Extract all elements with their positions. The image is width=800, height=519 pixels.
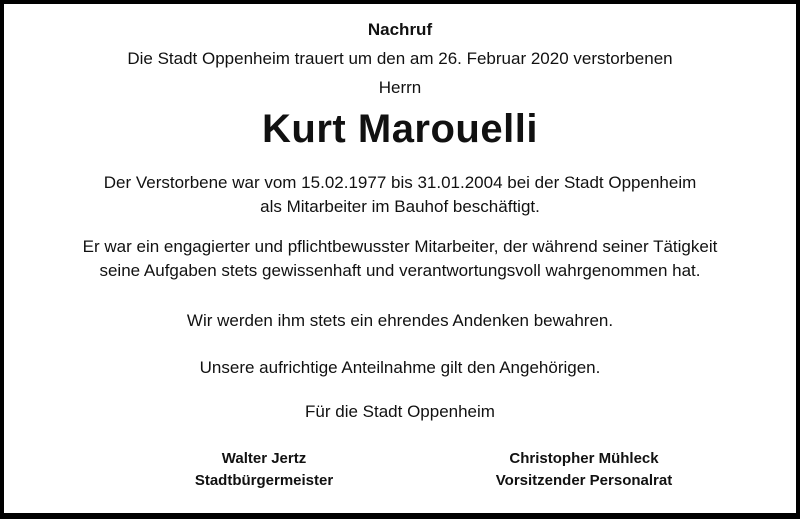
signatory-title: Vorsitzender Personalrat bbox=[495, 472, 673, 489]
signatory-name: Walter Jertz bbox=[221, 450, 307, 467]
salutation: Herrn bbox=[378, 78, 422, 97]
employment-line-2: als Mitarbeiter im Bauhof beschäftigt. bbox=[260, 197, 540, 216]
tribute-line-1: Er war ein engagierter und pflichtbewusster Mitarbeiter, der während seiner Tätigkeit bbox=[82, 237, 718, 256]
signature-staff-council bbox=[464, 448, 704, 492]
employment-line-1: Der Verstorbene war vom 15.02.1977 bis 31.01.2004 bei der Stadt Oppenheim bbox=[103, 173, 697, 192]
intro-line: Die Stadt Oppenheim trauert um den am 26. Februar 2020 verstorbenen bbox=[127, 49, 673, 68]
signature-mayor bbox=[164, 448, 364, 492]
signatory-name: Christopher Mühleck bbox=[509, 450, 659, 467]
remembrance-line: Wir werden ihm stets ein ehrendes Andenken bewahren. bbox=[186, 311, 614, 330]
condolence-line: Unsere aufrichtige Anteilnahme gilt den Angehörigen. bbox=[199, 358, 601, 377]
signatory-title: Stadtbürgermeister bbox=[194, 472, 334, 489]
closing-line: Für die Stadt Oppenheim bbox=[305, 402, 495, 421]
deceased-name: Kurt Marouelli bbox=[262, 107, 538, 151]
notice-title: Nachruf bbox=[367, 20, 433, 39]
tribute-line-2: seine Aufgaben stets gewissenhaft und verantwortungsvoll wahrgenommen hat. bbox=[99, 261, 701, 280]
